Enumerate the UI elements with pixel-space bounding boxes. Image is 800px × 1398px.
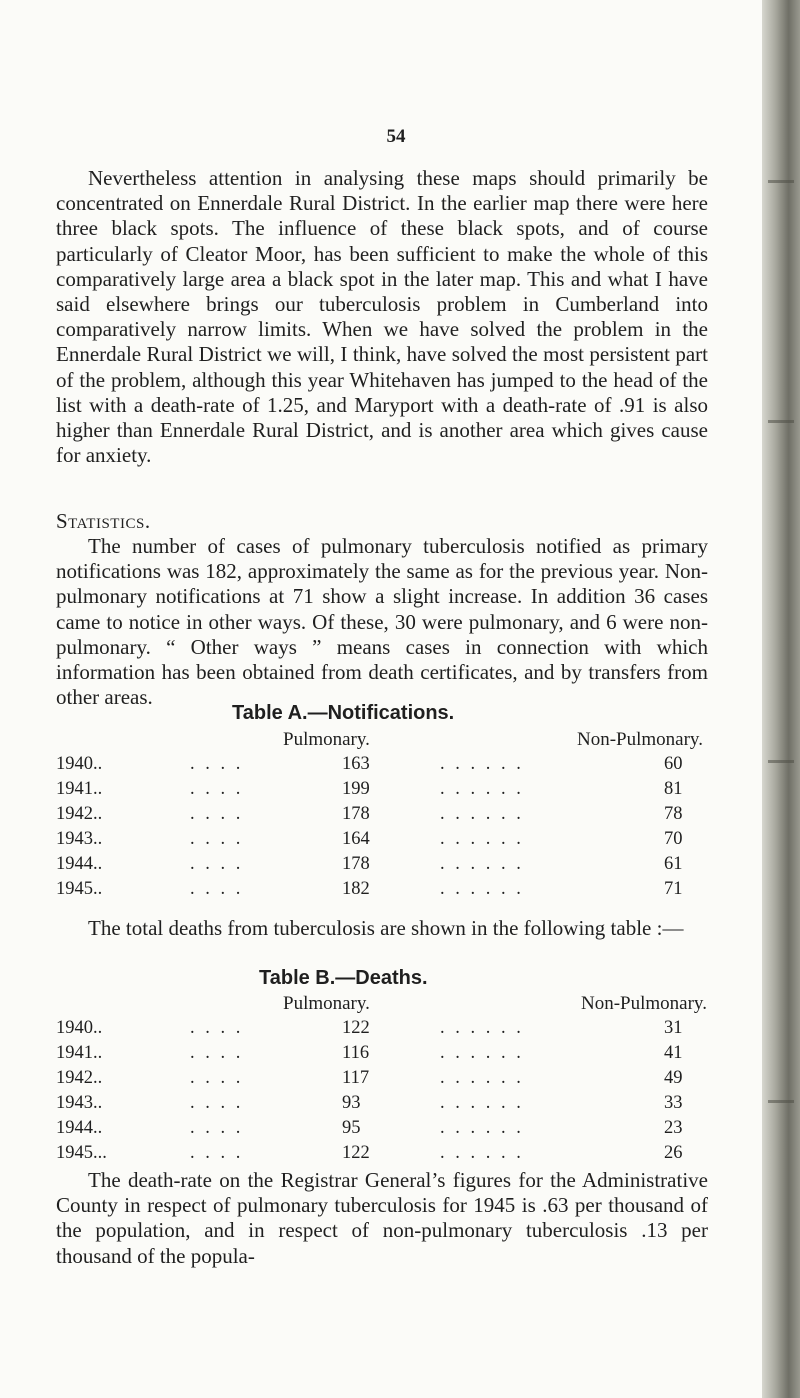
- statistics-heading: Statistics.: [56, 509, 151, 533]
- table-a-col-pulmonary: Pulmonary.: [283, 729, 370, 750]
- table-row: 1943.. . . . . 93 . . . . . . 33: [56, 1093, 683, 1113]
- paragraph-maps: Nevertheless attention in analysing these maps should primarily be concentrated on Ennerdale Rural District. In the earlier map there were here three black spots. The influence of these black spots, and of course particularly of Cleator Moor, has been sufficient to make the whole of this comparatively large area a black spot in the later map. This and what I have said elsewhere brings our tuberculosis problem in Cumberland into comparatively narrow limits. When we have solved the problem in the Ennerdale Rural District we will, I think, have solved the most persistent part of the problem, although this year Whitehaven has jumped to the head of the list with a death-rate of 1.25, and Maryport with a death-rate of .91 is also higher than Ennerdale Rural District, and is another area which gives cause for anxiety.: [56, 166, 708, 468]
- table-b-title: Table B.—Deaths.: [259, 967, 428, 989]
- scanned-page-edge: [762, 0, 800, 1398]
- table-a-title: Table A.—Notifications.: [232, 702, 455, 724]
- table-row: 1942.. . . . . 178 . . . . . . 78: [56, 804, 683, 824]
- table-row: 1945... . . . . 122 . . . . . . 26: [56, 1143, 683, 1163]
- page-number: 54: [386, 126, 406, 147]
- paragraph-deaths-intro: The total deaths from tuberculosis are shown in the following table :—: [88, 916, 684, 940]
- table-b-col-pulmonary: Pulmonary.: [283, 993, 370, 1014]
- table-row: 1940.. . . . . 122 . . . . . . 31: [56, 1018, 683, 1038]
- table-b-col-non-pulmonary: Non-Pulmonary.: [581, 993, 707, 1014]
- table-row: 1940.. . . . . 163 . . . . . . 60: [56, 754, 683, 774]
- table-row: 1944.. . . . . 178 . . . . . . 61: [56, 854, 683, 874]
- table-a-col-non-pulmonary: Non-Pulmonary.: [577, 729, 703, 750]
- table-row: 1944.. . . . . 95 . . . . . . 23: [56, 1118, 683, 1138]
- paragraph-notifications: The number of cases of pulmonary tuberculosis notified as primary notifications was 182, approximately the same as for the previous year. Non-pulmonary notifications at 71 show a slight increase. In addition 36 cases came to notice in other ways. Of these, 30 were pulmonary, and 6 were non-pulmonary. “ Other ways ” means cases in connection with which information has been obtained from death certificates, and by transfers from other areas.: [56, 534, 708, 710]
- paragraph-death-rate: The death-rate on the Registrar General’s figures for the Administrative County in respect of pulmonary tuberculosis for 1945 is .63 per thousand of the population, and in respect of non-pulmonary tuberculosis .13 per thousand of the popula-: [56, 1168, 708, 1268]
- table-row: 1943.. . . . . 164 . . . . . . 70: [56, 829, 683, 849]
- table-row: 1945.. . . . . 182 . . . . . . 71: [56, 879, 683, 899]
- table-row: 1941.. . . . . 116 . . . . . . 41: [56, 1043, 683, 1063]
- table-row: 1941.. . . . . 199 . . . . . . 81: [56, 779, 683, 799]
- table-row: 1942.. . . . . 117 . . . . . . 49: [56, 1068, 683, 1088]
